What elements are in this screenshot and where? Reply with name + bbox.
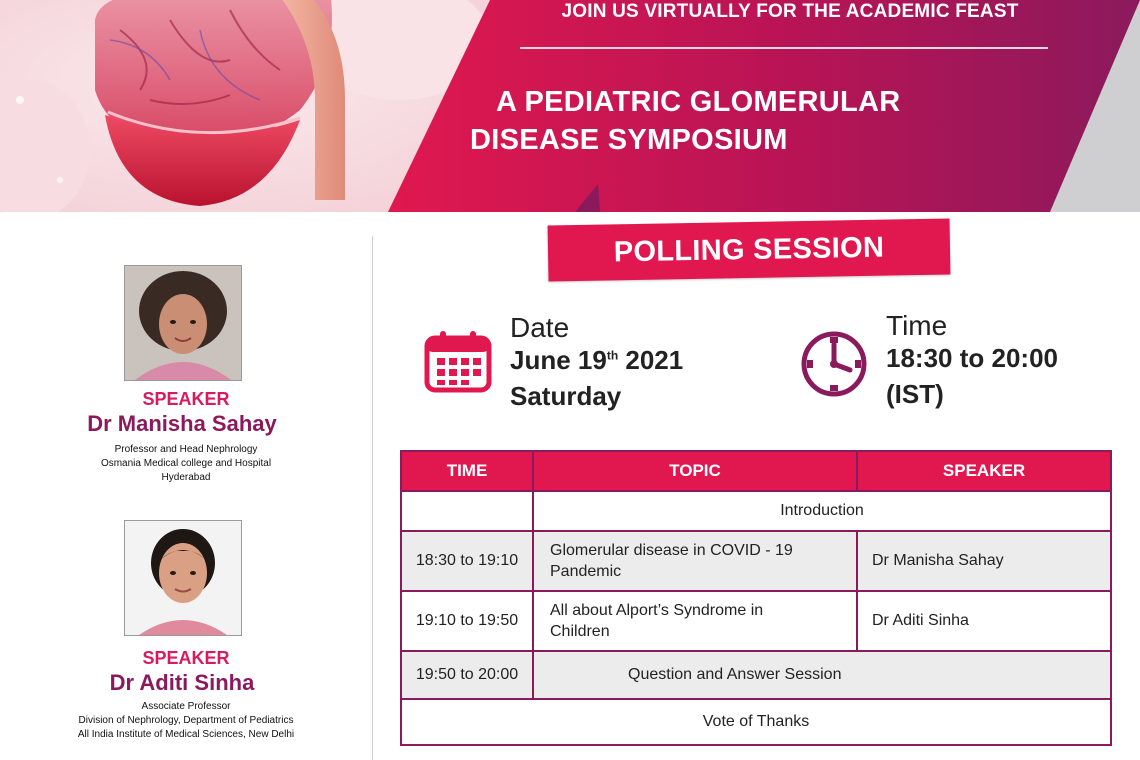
table-cell-topic: Introduction: [534, 492, 1110, 532]
speaker-name: Dr Manisha Sahay: [87, 411, 277, 436]
speaker-affiliation: Osmania Medical college and Hospital: [100, 458, 272, 469]
table-cell-time: 19:10 to 19:50: [402, 592, 534, 652]
table-cell-topic: Vote of Thanks: [702, 713, 810, 730]
time-zone: (IST): [886, 379, 944, 409]
date-value: [510, 345, 683, 376]
table-cell-topic: [534, 592, 858, 652]
date-label: Date: [510, 312, 570, 343]
speaker-photo: [124, 520, 242, 636]
column-divider: [372, 236, 373, 760]
time-range: 18:30 to 20:00: [886, 343, 1058, 373]
table-cell-time: 19:50 to 20:00: [402, 652, 534, 700]
date-suffix: th: [606, 348, 619, 363]
schedule-table: [400, 450, 1112, 746]
speaker-affiliation: Professor and Head Nephrology: [114, 444, 258, 455]
speaker-photo-frame: [124, 265, 242, 381]
topic-line: Pandemic: [550, 563, 622, 580]
time-label: Time: [886, 310, 948, 341]
table-cell-speaker: Dr Manisha Sahay: [858, 532, 1110, 592]
table-cell-topic: Question and Answer Session: [534, 652, 1110, 700]
header-divider: [520, 47, 1048, 49]
speaker-affiliation: Hyderabad: [161, 472, 211, 483]
clock-icon: [800, 330, 868, 398]
speaker-affiliation: Associate Professor: [141, 701, 231, 712]
topic-line: All about Alport’s Syndrome in: [550, 602, 764, 619]
speaker-photo-frame: [124, 520, 242, 636]
header-banner: [0, 0, 1140, 212]
column-header-speaker: SPEAKER: [858, 452, 1110, 492]
table-cell-time: [402, 492, 534, 532]
speaker-affiliation: All India Institute of Medical Sciences, New Delhi: [77, 729, 295, 740]
column-header-topic: TOPIC: [534, 452, 858, 492]
date-year: 2021: [618, 345, 684, 375]
event-title-line2: DISEASE SYMPOSIUM: [470, 124, 788, 156]
calendar-icon: [424, 330, 492, 394]
topic-line: Children: [550, 623, 610, 640]
speaker-label: SPEAKER: [142, 648, 230, 668]
topic-line: Glomerular disease in COVID - 19: [550, 542, 793, 559]
table-cell-topic: [534, 532, 858, 592]
session-title: POLLING SESSION: [613, 231, 885, 269]
date-weekday: Saturday: [510, 381, 622, 411]
table-cell-time: 18:30 to 19:10: [402, 532, 534, 592]
speaker-label: SPEAKER: [142, 389, 230, 409]
speaker-photo: [124, 265, 242, 381]
date-day: June 19: [510, 345, 607, 375]
speaker-name: Dr Aditi Sinha: [109, 670, 255, 695]
event-title-line1: A PEDIATRIC GLOMERULAR: [496, 86, 901, 118]
header-tagline: JOIN US VIRTUALLY FOR THE ACADEMIC FEAST: [561, 1, 1019, 22]
speaker-affiliation: Division of Nephrology, Department of Pediatrics: [78, 715, 294, 726]
session-title-banner: [548, 218, 951, 281]
table-cell-speaker: Dr Aditi Sinha: [858, 592, 1110, 652]
column-header-time: TIME: [402, 452, 534, 492]
